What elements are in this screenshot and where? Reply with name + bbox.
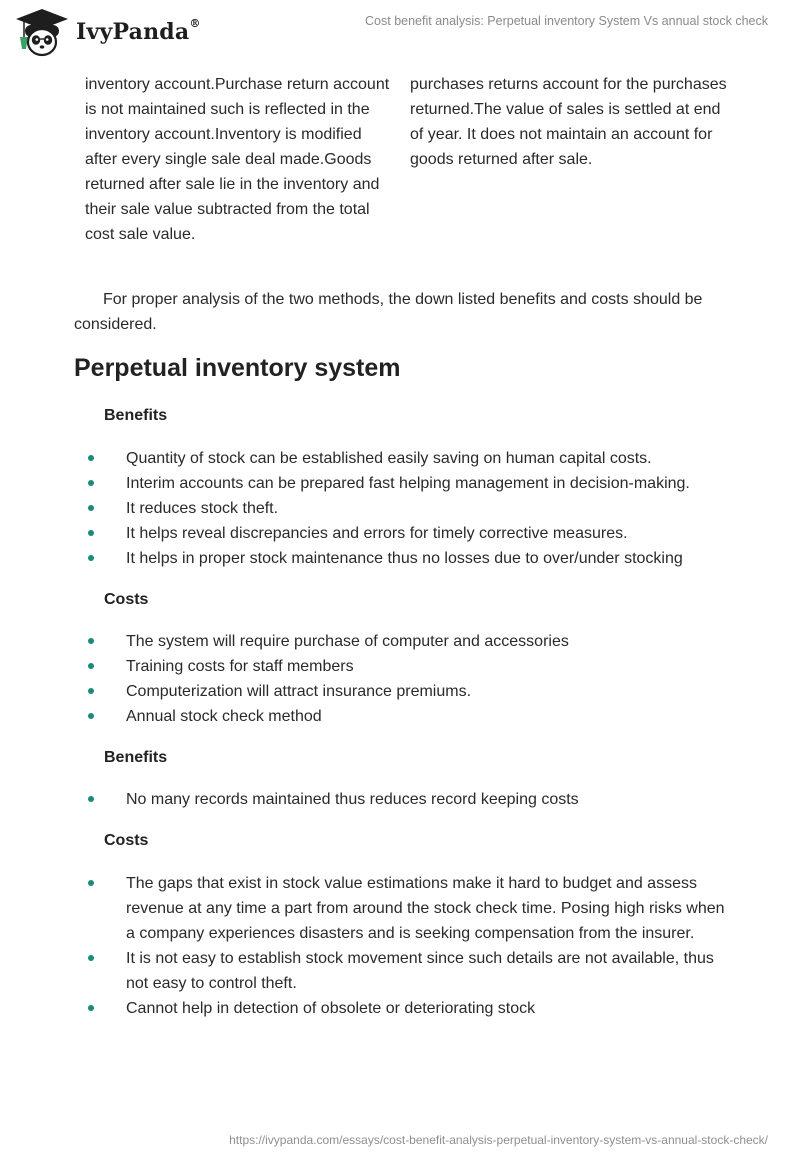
bullet-icon [88,880,94,886]
bullet-icon [88,480,94,486]
perpetual-costs-list [0,629,800,729]
list-item: The gaps that exist in stock value estimations make it hard to budget and assess revenue at any time a part from around the stock check time. Posing high risks when a company experiences disasters and is seeking compensation from the insurer. [0,871,726,946]
document-title: Cost benefit analysis: Perpetual inventory System Vs annual stock check [365,14,768,28]
bullet-icon [88,555,94,561]
list-item: The system will require purchase of computer and accessories [0,629,726,654]
bullet-icon [88,955,94,961]
table-cell-perpetual: inventory account.Purchase return account is not maintained such is reflected in the inventory account.Inventory is modified after every single sale deal made.Goods returned after sale lie in the inventory and their sale value subtracted from the total cost sale value. [85,76,390,243]
list-item: Cannot help in detection of obsolete or deteriorating stock [0,996,726,1021]
list-item: Quantity of stock can be established easily saving on human capital costs. [0,446,726,471]
bullet-icon [88,638,94,644]
intro-paragraph: For proper analysis of the two methods, the down listed benefits and costs should be considered. [74,291,703,333]
bullet-icon [88,455,94,461]
perpetual-benefits-list [0,446,800,571]
page-header [0,0,800,70]
list-item: Interim accounts can be prepared fast helping management in decision-making. [0,471,726,496]
annual-benefits-heading: Benefits [104,749,168,766]
list-item: No many records maintained thus reduces record keeping costs [0,787,726,812]
section-heading: Perpetual inventory system [74,354,401,382]
bullet-icon [88,796,94,802]
bullet-icon [88,663,94,669]
list-item: It helps reveal discrepancies and errors for timely corrective measures. [0,521,726,546]
list-item: Computerization will attract insurance premiums. [0,679,726,704]
table-cell-annual: purchases returns account for the purchases returned.The value of sales is settled at end of year. It does not maintain an account for goods returned after sale. [410,76,727,168]
bullet-icon [88,713,94,719]
annual-costs-list [0,871,800,1021]
logo-link[interactable] [14,7,201,57]
list-item: It reduces stock theft. [0,496,726,521]
bullet-icon [88,688,94,694]
list-item: It is not easy to establish stock movement since such details are not available, thus not easy to control theft. [0,946,726,996]
panda-graduate-icon [14,7,70,57]
list-item: Annual stock check method [0,704,726,729]
list-item: Training costs for staff members [0,654,726,679]
perpetual-costs-heading: Costs [104,591,149,608]
perpetual-benefits-heading: Benefits [104,407,168,424]
bullet-icon [88,530,94,536]
source-url-link[interactable]: https://ivypanda.com/essays/cost-benefit-analysis-perpetual-inventory-system-vs-annual-stock-check/ [229,1133,768,1147]
list-item: It helps in proper stock maintenance thus no losses due to over/under stocking [0,546,726,571]
bullet-icon [88,505,94,511]
annual-costs-heading: Costs [104,832,149,849]
brand-name: IvyPanda® [76,17,201,45]
annual-benefits-list [0,787,800,812]
bullet-icon [88,1005,94,1011]
